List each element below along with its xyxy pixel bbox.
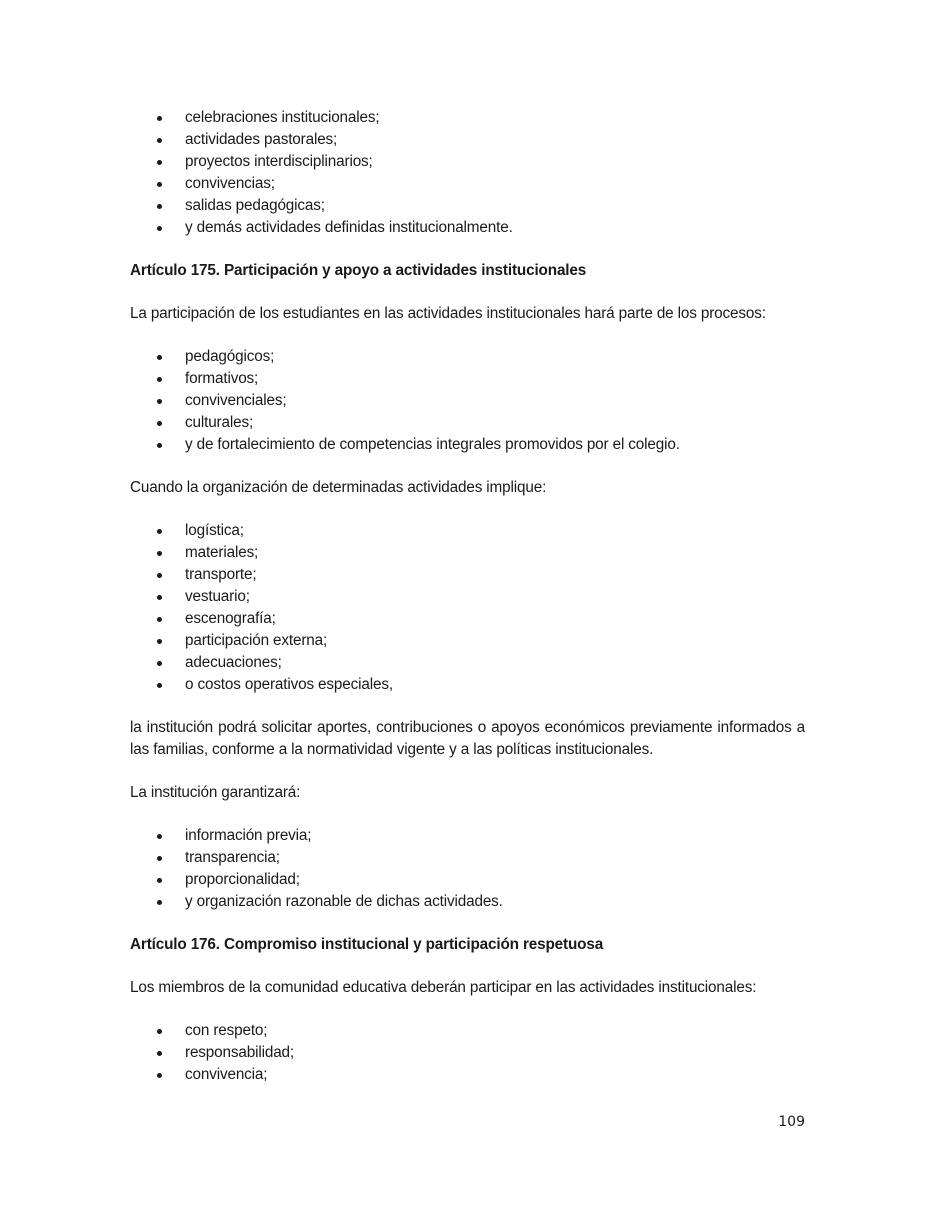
bullet-icon	[157, 399, 162, 404]
article-175-heading: Artículo 175. Participación y apoyo a actividades institucionales	[130, 262, 587, 279]
list-item: convivenciales;	[130, 390, 805, 412]
page-content	[130, 107, 805, 1086]
list-item: culturales;	[130, 412, 805, 434]
bullet-icon	[157, 355, 162, 360]
bullet-icon	[157, 900, 162, 905]
list-item: adecuaciones;	[130, 652, 805, 674]
bullet-icon	[157, 160, 162, 165]
bullet-icon	[157, 116, 162, 121]
bullet-icon	[157, 377, 162, 382]
list-item: celebraciones institucionales;	[130, 107, 805, 129]
bullet-icon	[157, 878, 162, 883]
bullet-icon	[157, 1073, 162, 1078]
bullet-icon	[157, 661, 162, 666]
list-item: proporcionalidad;	[130, 869, 805, 891]
bullet-icon	[157, 617, 162, 622]
list-item: materiales;	[130, 542, 805, 564]
list-item: convivencia;	[130, 1064, 805, 1086]
list-item: o costos operativos especiales,	[130, 674, 805, 696]
bullet-icon	[157, 573, 162, 578]
list-item: transparencia;	[130, 847, 805, 869]
bullet-icon	[157, 639, 162, 644]
bullet-icon	[157, 421, 162, 426]
bullet-icon	[157, 1051, 162, 1056]
list-item: convivencias;	[130, 173, 805, 195]
list-item: participación externa;	[130, 630, 805, 652]
list-item: transporte;	[130, 564, 805, 586]
bullet-icon	[157, 834, 162, 839]
list-item: actividades pastorales;	[130, 129, 805, 151]
list-item: proyectos interdisciplinarios;	[130, 151, 805, 173]
list-item: logística;	[130, 520, 805, 542]
bullet-icon	[157, 595, 162, 600]
guarantees-list	[130, 825, 805, 913]
bullet-icon	[157, 443, 162, 448]
list-item: pedagógicos;	[130, 346, 805, 368]
implies-list	[130, 520, 805, 696]
list-item: responsabilidad;	[130, 1042, 805, 1064]
list-item: información previa;	[130, 825, 805, 847]
list-item: y organización razonable de dichas actividades.	[130, 891, 805, 913]
institution-paragraph: la institución podrá solicitar aportes, contribuciones o apoyos económicos previamente informados a las familias, conforme a la normatividad vigente y a las políticas institucionales.	[130, 719, 805, 758]
list-item: formativos;	[130, 368, 805, 390]
bullet-icon	[157, 138, 162, 143]
list-item: vestuario;	[130, 586, 805, 608]
list-item: escenografía;	[130, 608, 805, 630]
guarantee-paragraph: La institución garantizará:	[130, 784, 301, 801]
bullet-icon	[157, 551, 162, 556]
bullet-icon	[157, 182, 162, 187]
page-number: 109	[778, 1114, 805, 1130]
bullet-icon	[157, 683, 162, 688]
bullet-icon	[157, 529, 162, 534]
list-item: salidas pedagógicas;	[130, 195, 805, 217]
activities-list	[130, 107, 805, 239]
list-item: y de fortalecimiento de competencias integrales promovidos por el colegio.	[130, 434, 805, 456]
bullet-icon	[157, 226, 162, 231]
article-176-heading: Artículo 176. Compromiso institucional y participación respetuosa	[130, 936, 604, 953]
bullet-icon	[157, 1029, 162, 1034]
list-item: con respeto;	[130, 1020, 805, 1042]
processes-list	[130, 346, 805, 456]
bullet-icon	[157, 204, 162, 209]
participation-list	[130, 1020, 805, 1086]
bullet-icon	[157, 856, 162, 861]
list-item: y demás actividades definidas institucionalmente.	[130, 217, 805, 239]
article-176-intro: Los miembros de la comunidad educativa deberán participar en las actividades institucionales:	[130, 979, 757, 996]
article-175-intro: La participación de los estudiantes en las actividades institucionales hará parte de los procesos:	[130, 305, 766, 322]
when-paragraph: Cuando la organización de determinadas actividades implique:	[130, 479, 547, 496]
